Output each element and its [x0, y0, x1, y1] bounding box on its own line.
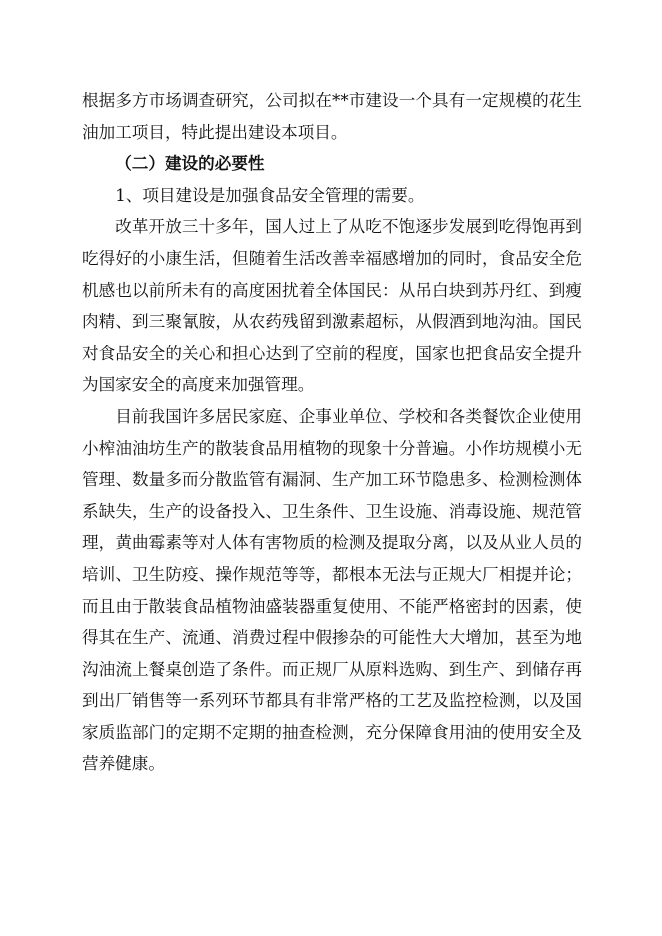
point-1-heading: 1、项目建设是加强食品安全管理的需要。 [115, 185, 425, 205]
reform-paragraph: 改革开放三十多年，国人过上了从吃不饱逐步发展到吃得饱再到吃得好的小康生活，但随着生活改善幸福感增加的同时，食品安全危机感也以前所未有的高度困扰着全体国民：从吊白块到苏丹红、到瘦肉精、到三聚氰胺，从农药残留到激素超标，从假酒到地沟油。国民对食品安全的关心和担心达到了空前的程度，国家也把食品安全提升为国家安全的高度来加强管理。 [82, 217, 582, 395]
intro-paragraph: 根据多方市场调查研究，公司拟在**市建设一个具有一定规模的花生油加工项目，特此提出建设本项目。 [82, 91, 582, 142]
document-body [82, 85, 582, 780]
current-situation-paragraph: 目前我国许多居民家庭、企事业单位、学校和各类餐饮企业使用小榨油油坊生产的散装食品用植物的现象十分普遍。小作坊规模小无管理、数量多而分散监管有漏洞、生产加工环节隐患多、检测检测体系缺失，生产的设备投入、卫生条件、卫生设施、消毒设施、规范管理，黄曲霉素等对人体有害物质的检测及提取分离，以及从业人员的培训、卫生防疫、操作规范等等，都根本无法与正规大厂相提并论；而且由于散装食品植物油盛装器重复使用、不能严格密封的因素，使得其在生产、流通、消费过程中假掺杂的可能性大大增加，甚至为地沟油流上餐桌创造了条件。而正规厂从原料选购、到生产、到储存再到出厂销售等一系列环节都具有非常严格的工艺及监控检测，以及国家质监部门的定期不定期的抽查检测，充分保障食用油的使用安全及营养健康。 [82, 406, 582, 774]
section-heading: （二）建设的必要性 [115, 153, 265, 174]
